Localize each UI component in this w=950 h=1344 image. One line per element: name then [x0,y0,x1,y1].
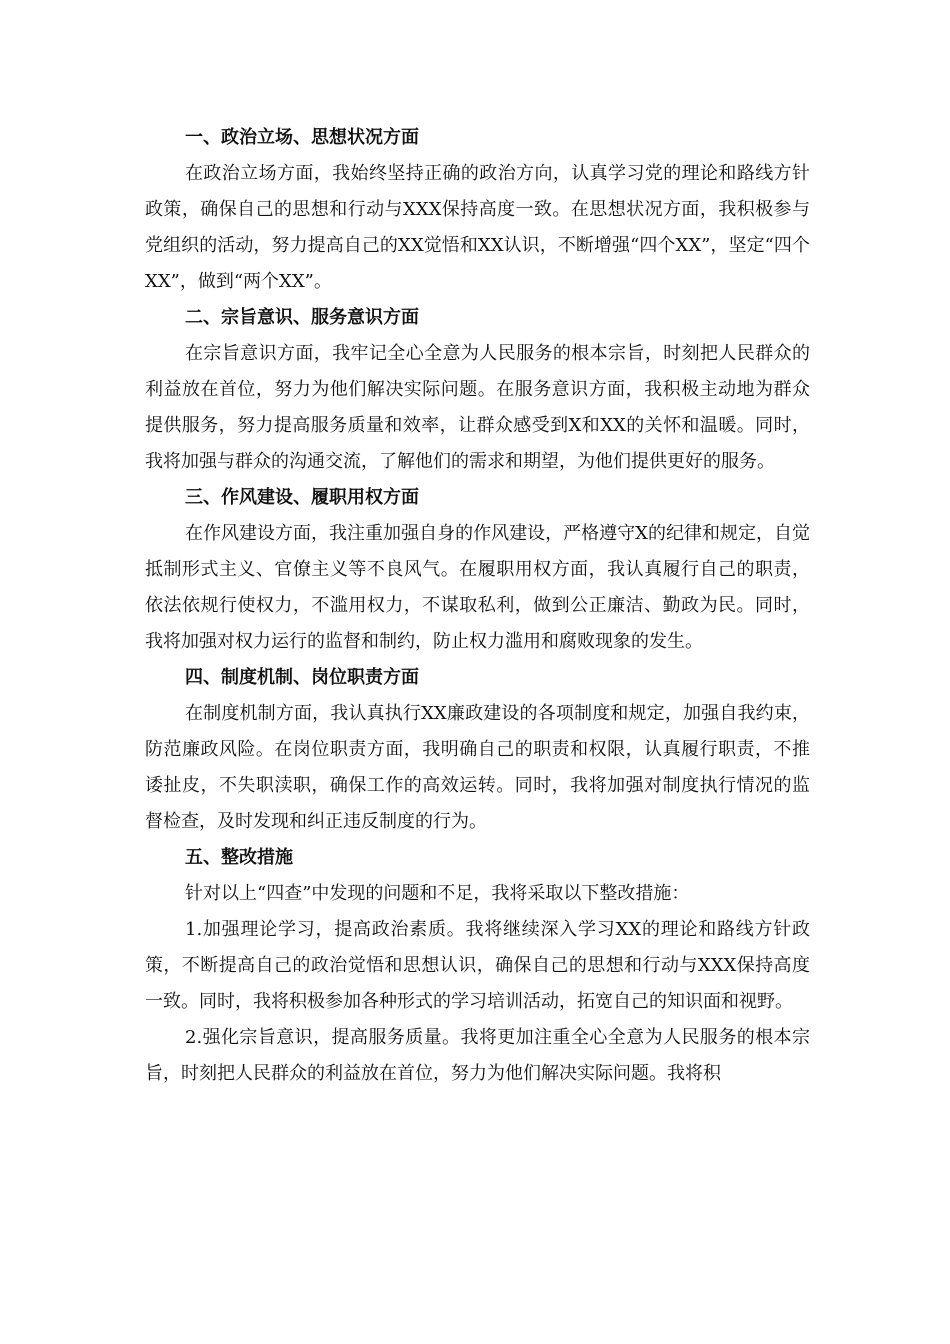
section-heading: 四、制度机制、岗位职责方面 [185,667,419,688]
section-paragraph: 在作风建设方面，我注重加强自身的作风建设，严格遵守X的纪律和规定，自觉抵制形式主义、官僚主义等不良风气。在履职用权方面，我认真履行自己的职责，依法依规行使权力，不滥用权力，不谋取私利，做到公正廉洁、勤政为民。同时，我将加强对权力运行的监督和制约，防止权力滥用和腐败现象的发生。 [145,523,810,652]
section-paragraph: 在政治立场方面，我始终坚持正确的政治方向，认真学习党的理论和路线方针政策，确保自己的思想和行动与XXX保持高度一致。在思想状况方面，我积极参与党组织的活动，努力提高自己的XX觉悟和XX认识，不断增强“四个XX”，坚定“四个XX”，做到“两个XX”。 [145,163,810,292]
section-heading: 五、整改措施 [185,847,293,868]
section-heading: 三、作风建设、履职用权方面 [185,487,419,508]
section-paragraph: 针对以上“四查”中发现的问题和不足，我将采取以下整改措施： [185,883,690,904]
section-heading: 一、政治立场、思想状况方面 [185,127,419,148]
numbered-measure: 2.强化宗旨意识，提高服务质量。我将更加注重全心全意为人民服务的根本宗旨，时刻把人民群众的利益放在首位，努力为他们解决实际问题。我将积 [145,1027,810,1084]
section-paragraph: 在制度机制方面，我认真执行XX廉政建设的各项制度和规定，加强自我约束，防范廉政风险。在岗位职责方面，我明确自己的职责和权限，认真履行职责，不推诿扯皮，不失职渎职，确保工作的高效运转。同时，我将加强对制度执行情况的监督检查，及时发现和纠正违反制度的行为。 [145,703,810,832]
section-heading: 二、宗旨意识、服务意识方面 [185,307,419,328]
section-paragraph: 在宗旨意识方面，我牢记全心全意为人民服务的根本宗旨，时刻把人民群众的利益放在首位，努力为他们解决实际问题。在服务意识方面，我积极主动地为群众提供服务，努力提高服务质量和效率，让群众感受到X和XX的关怀和温暖。同时，我将加强与群众的沟通交流，了解他们的需求和期望，为他们提供更好的服务。 [145,343,810,472]
document-body [145,120,810,1092]
numbered-measure: 1.加强理论学习，提高政治素质。我将继续深入学习XX的理论和路线方针政策，不断提高自己的政治觉悟和思想认识，确保自己的思想和行动与XXX保持高度一致。同时，我将积极参加各种形式的学习培训活动，拓宽自己的知识面和视野。 [145,919,810,1012]
